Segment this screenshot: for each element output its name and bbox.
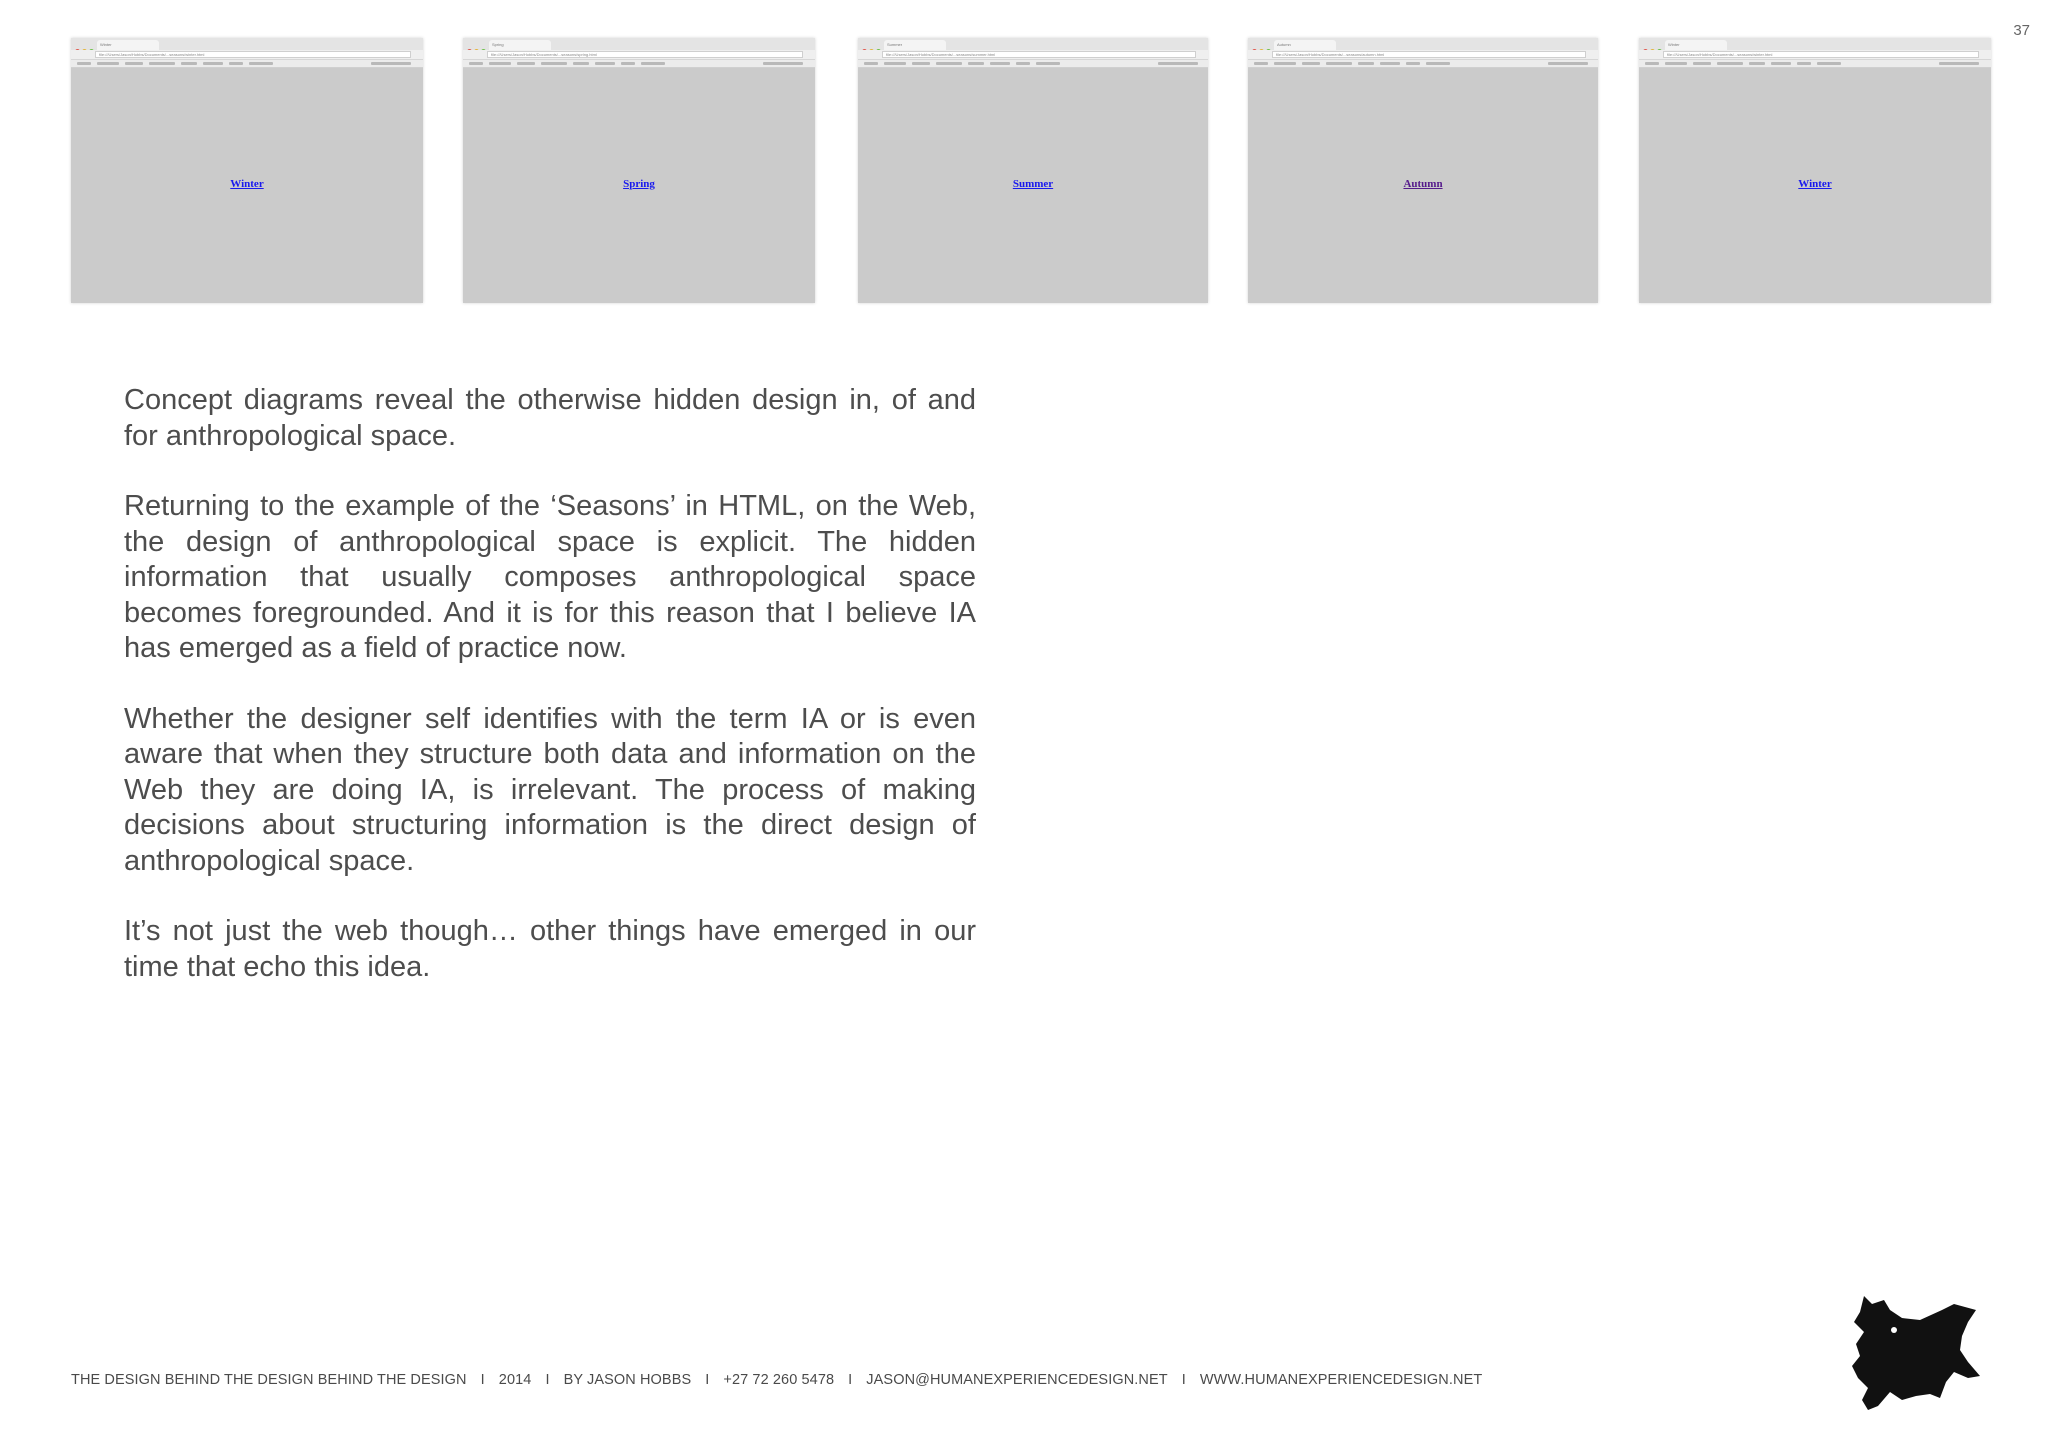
footer-author: BY JASON HOBBS xyxy=(563,1372,692,1388)
footer-separator: I xyxy=(1181,1372,1186,1388)
bookmarks-bar xyxy=(858,60,1208,68)
footer-email: JASON@HUMANEXPERIENCEDESIGN.NET xyxy=(866,1372,1168,1388)
address-bar: file:///Users/Jason/Hobbs/Documents/...seasons/summer.html xyxy=(858,50,1208,60)
browser-thumbnail-strip xyxy=(71,38,1997,303)
browser-tab-bar xyxy=(463,38,815,50)
footer xyxy=(71,1372,1482,1388)
bookmarks-bar xyxy=(1639,60,1991,68)
browser-thumbnail-summer xyxy=(858,38,1208,303)
browser-thumbnail-winter-2 xyxy=(1639,38,1991,303)
address-bar: file:///Users/Jason/Hobbs/Documents/...seasons/autumn.html xyxy=(1248,50,1598,60)
browser-tab-bar xyxy=(1639,38,1991,50)
address-bar: file:///Users/Jason/Hobbs/Documents/...seasons/winter.html xyxy=(71,50,423,60)
animal-skin-logo-icon xyxy=(1850,1292,1984,1412)
body-text xyxy=(124,383,976,1020)
season-link-spring[interactable]: Spring xyxy=(623,178,655,190)
footer-phone: +27 72 260 5478 xyxy=(723,1372,835,1388)
browser-thumbnail-spring xyxy=(463,38,815,303)
browser-thumbnail-winter xyxy=(71,38,423,303)
browser-tab: Winter xyxy=(97,40,159,50)
browser-thumbnail-autumn xyxy=(1248,38,1598,303)
browser-tab-bar xyxy=(858,38,1208,50)
footer-year: 2014 xyxy=(498,1372,532,1388)
browser-tab: Summer xyxy=(884,40,946,50)
season-link-autumn[interactable]: Autumn xyxy=(1403,178,1443,190)
paragraph: Returning to the example of the ‘Seasons’ in HTML, on the Web, the design of anthropological space is explicit. The hidden information that usually composes anthropological space becomes foregrounded. And it is for this reason that I believe IA has emerged as a field of practice now. xyxy=(124,490,976,664)
footer-website: WWW.HUMANEXPERIENCEDESIGN.NET xyxy=(1199,1372,1483,1388)
bookmarks-bar xyxy=(463,60,815,68)
browser-tab: Autumn xyxy=(1274,40,1336,50)
paragraph: It’s not just the web though… other things have emerged in our time that echo this idea. xyxy=(124,915,976,983)
address-bar: file:///Users/Jason/Hobbs/Documents/...seasons/spring.html xyxy=(463,50,815,60)
footer-separator: I xyxy=(545,1372,550,1388)
browser-tab-bar xyxy=(71,38,423,50)
bookmarks-bar xyxy=(1248,60,1598,68)
paragraph: Whether the designer self identifies with the term IA or is even aware that when they structure both data and information on the Web they are doing IA, is irrelevant. The process of making decisions about structuring information is the direct design of anthropological space. xyxy=(124,702,976,877)
footer-title: THE DESIGN BEHIND THE DESIGN BEHIND THE DESIGN xyxy=(71,1372,467,1388)
season-link-winter[interactable]: Winter xyxy=(230,178,264,190)
paragraph: Concept diagrams reveal the otherwise hidden design in, of and for anthropological space. xyxy=(124,384,976,452)
footer-separator: I xyxy=(848,1372,853,1388)
season-link-winter-2[interactable]: Winter xyxy=(1798,178,1832,190)
season-link-summer[interactable]: Summer xyxy=(1012,178,1054,190)
page-number: 37 xyxy=(2013,22,2030,39)
browser-tab: Spring xyxy=(489,40,551,50)
footer-separator: I xyxy=(480,1372,485,1388)
footer-separator: I xyxy=(705,1372,710,1388)
bookmarks-bar xyxy=(71,60,423,68)
browser-tab: Winter xyxy=(1665,40,1727,50)
address-bar: file:///Users/Jason/Hobbs/Documents/...seasons/winter.html xyxy=(1639,50,1991,60)
browser-tab-bar xyxy=(1248,38,1598,50)
